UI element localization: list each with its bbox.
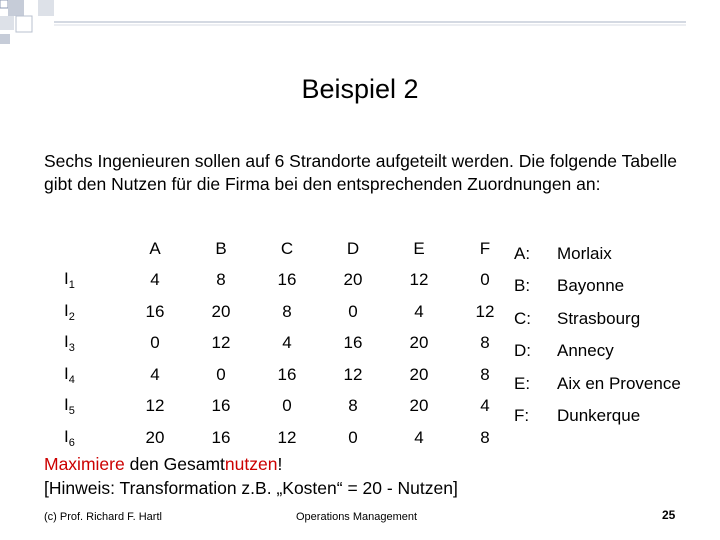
row-index: 4 bbox=[68, 373, 75, 386]
transformation-hint: [Hinweis: Transformation z.B. „Kosten“ = 20 - Nutzen] bbox=[44, 478, 458, 498]
row-label: I bbox=[64, 363, 69, 383]
slide-title bbox=[0, 74, 720, 105]
row-index: 6 bbox=[68, 436, 75, 449]
table-cell: 20 bbox=[409, 364, 429, 384]
table-cell: 12 bbox=[211, 333, 231, 353]
table-cell: 12 bbox=[409, 270, 429, 290]
maximize-word: Maximiere bbox=[44, 454, 125, 474]
location-item bbox=[514, 406, 681, 438]
location-city: Annecy bbox=[557, 341, 614, 361]
intro-paragraph: Sechs Ingenieuren sollen auf 6 Strandorte aufgeteilt werden. Die folgende Tabelle gibt den Nutzen für die Firma bei den entsprechenden Zuordnungen an: bbox=[44, 151, 678, 194]
row-label: I bbox=[64, 426, 69, 446]
row-header bbox=[44, 328, 122, 360]
table-cell: 0 bbox=[150, 333, 160, 353]
footer-copyright: (c) Prof. Richard F. Hartl bbox=[44, 511, 162, 523]
row-header bbox=[44, 391, 122, 423]
table-cell: 16 bbox=[277, 270, 297, 290]
table-cell: 12 bbox=[277, 427, 297, 447]
location-key: B: bbox=[514, 276, 531, 296]
table-cell: 0 bbox=[216, 364, 226, 384]
column-header: E bbox=[413, 238, 425, 258]
location-item bbox=[514, 341, 681, 373]
table-cell: 8 bbox=[480, 427, 490, 447]
row-index: 2 bbox=[68, 310, 75, 323]
objective-note bbox=[44, 452, 458, 500]
table-cell: 12 bbox=[343, 364, 363, 384]
table-row bbox=[44, 359, 518, 391]
table-cell: 12 bbox=[145, 396, 165, 416]
table-cell: 4 bbox=[414, 427, 424, 447]
table-cell: 16 bbox=[145, 301, 165, 321]
location-item bbox=[514, 276, 681, 308]
table-cell: 8 bbox=[348, 396, 358, 416]
row-label: I bbox=[64, 332, 69, 352]
table-row bbox=[44, 422, 518, 454]
table-cell: 8 bbox=[282, 301, 292, 321]
objective-text: den Gesamt bbox=[124, 454, 225, 474]
location-city: Bayonne bbox=[557, 276, 625, 296]
objective-exclamation: ! bbox=[277, 454, 283, 474]
table-cell: 20 bbox=[409, 396, 429, 416]
table-cell: 4 bbox=[150, 364, 160, 384]
row-label: I bbox=[64, 300, 69, 320]
utility-table bbox=[44, 233, 518, 454]
footer-course: Operations Management bbox=[296, 511, 418, 523]
table-header-row bbox=[44, 233, 518, 265]
location-key: A: bbox=[514, 244, 531, 263]
table-cell: 4 bbox=[282, 333, 292, 353]
slide-title-text: Beispiel 2 bbox=[301, 74, 419, 104]
table-cell: 4 bbox=[480, 396, 490, 416]
table-cell: 12 bbox=[475, 301, 495, 321]
location-city: Aix en Provence bbox=[557, 373, 681, 393]
table-cell: 0 bbox=[348, 427, 358, 447]
table-cell: 16 bbox=[211, 396, 231, 416]
row-header bbox=[44, 422, 122, 454]
table-corner-cell bbox=[44, 233, 122, 265]
table-cell: 8 bbox=[480, 333, 490, 353]
location-city: Morlaix bbox=[557, 244, 612, 263]
table-row bbox=[44, 296, 518, 328]
table-cell: 16 bbox=[211, 427, 231, 447]
table-row bbox=[44, 391, 518, 423]
column-header: C bbox=[280, 238, 294, 258]
column-header: B bbox=[215, 238, 227, 258]
corner-decoration bbox=[0, 0, 720, 50]
location-city: Strasbourg bbox=[557, 308, 641, 328]
column-header: F bbox=[479, 238, 491, 258]
row-index: 5 bbox=[68, 405, 75, 418]
location-item bbox=[514, 309, 681, 341]
table-cell: 0 bbox=[282, 396, 292, 416]
location-city: Dunkerque bbox=[557, 405, 641, 425]
table-cell: 20 bbox=[343, 270, 363, 290]
row-header bbox=[44, 296, 122, 328]
row-header bbox=[44, 359, 122, 391]
table-row bbox=[44, 328, 518, 360]
table-cell: 8 bbox=[480, 364, 490, 384]
location-key: C: bbox=[514, 308, 531, 328]
objective-line bbox=[44, 452, 458, 476]
table-cell: 20 bbox=[211, 301, 231, 321]
location-key: F: bbox=[514, 405, 530, 425]
utility-word: nutzen bbox=[224, 454, 278, 474]
table-cell: 16 bbox=[277, 364, 297, 384]
location-list bbox=[514, 244, 681, 438]
table-cell: 8 bbox=[216, 270, 226, 290]
table-cell: 20 bbox=[145, 427, 165, 447]
table-cell: 16 bbox=[343, 333, 363, 353]
column-header: A bbox=[149, 238, 161, 258]
row-label: I bbox=[64, 269, 69, 289]
row-index: 3 bbox=[68, 342, 75, 355]
table-cell: 20 bbox=[409, 333, 429, 353]
location-item bbox=[514, 374, 681, 406]
location-item bbox=[514, 244, 681, 276]
location-key: D: bbox=[514, 341, 531, 361]
row-label: I bbox=[64, 395, 69, 415]
table-row bbox=[44, 265, 518, 297]
column-header: D bbox=[346, 238, 360, 258]
row-header bbox=[44, 265, 122, 297]
table-cell: 0 bbox=[480, 270, 490, 290]
page-number: 25 bbox=[662, 508, 676, 522]
row-index: 1 bbox=[68, 279, 75, 292]
table-cell: 0 bbox=[348, 301, 358, 321]
table-cell: 4 bbox=[414, 301, 424, 321]
location-key: E: bbox=[514, 373, 531, 393]
table-cell: 4 bbox=[150, 270, 160, 290]
